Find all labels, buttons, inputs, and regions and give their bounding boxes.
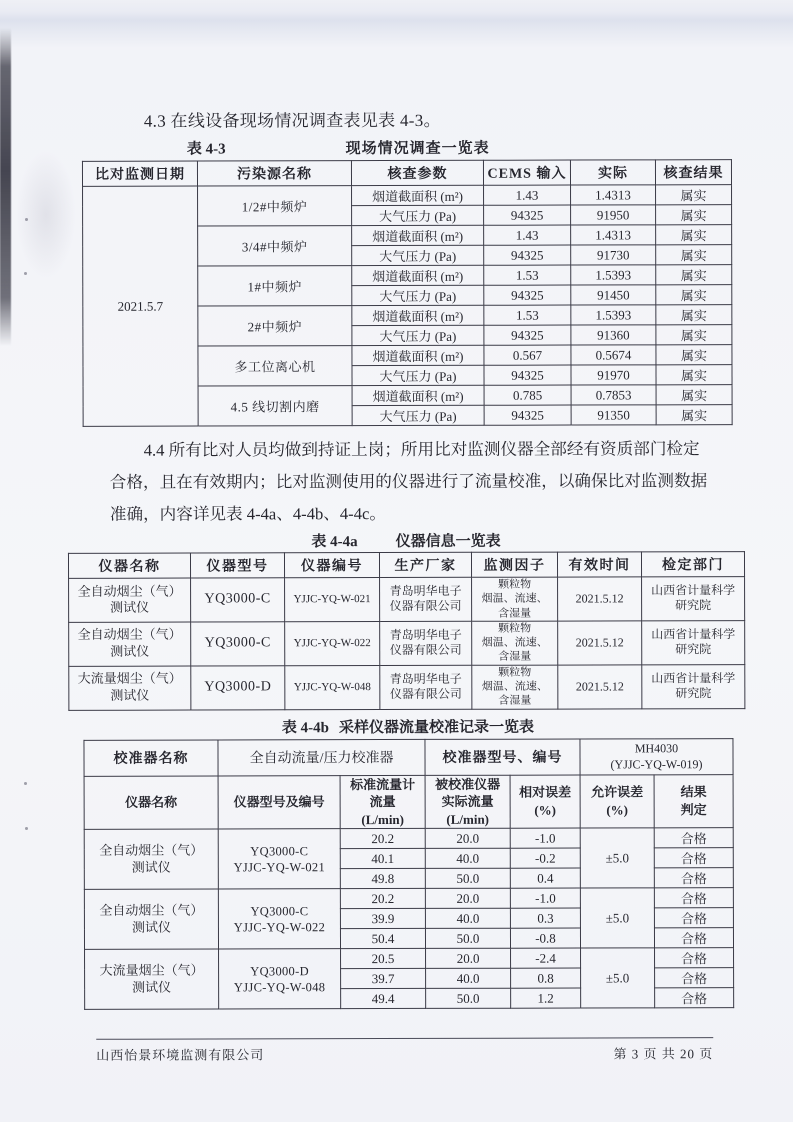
cell-instrument-serial: YJJC-YQ-W-022 bbox=[285, 621, 380, 665]
cell-relative-error: 0.8 bbox=[511, 968, 581, 988]
column-header-result: 结果 判定 bbox=[654, 774, 733, 828]
table-4-4a-caption bbox=[68, 529, 744, 552]
calibrator-info-row bbox=[84, 738, 733, 776]
cell-valid-time: 2021.5.12 bbox=[558, 621, 642, 665]
table-row bbox=[84, 828, 733, 850]
cell-cems-input: 1.53 bbox=[484, 265, 571, 285]
cell-monitor-factor: 颗粒物 烟温、流速、 含湿量 bbox=[472, 621, 558, 665]
cell-relative-error: -0.8 bbox=[510, 928, 580, 948]
cell-pollution-source: 2#中频炉 bbox=[198, 306, 352, 346]
table-4-4a-instrument-info bbox=[68, 551, 745, 710]
cell-actual-flow: 50.0 bbox=[425, 929, 510, 949]
cell-manufacturer: 青岛明华电子 仪器有限公司 bbox=[380, 577, 472, 621]
cell-calibrator-name-label: 校准器名称 bbox=[84, 740, 218, 776]
cell-relative-error: -0.2 bbox=[510, 848, 580, 868]
cell-valid-time: 2021.5.12 bbox=[558, 665, 642, 709]
cell-check-result: 属实 bbox=[656, 325, 732, 345]
cell-standard-flow: 20.2 bbox=[340, 829, 425, 849]
cell-model-serial: YQ3000-C YJJC-YQ-W-021 bbox=[218, 829, 340, 889]
paragraph-line: 合格，且在有效期内；比对监测使用的仪器进行了流量校准，以确保比对监测数据 bbox=[109, 471, 708, 492]
cell-monitor-factor: 颗粒物 烟温、流速、 含湿量 bbox=[472, 665, 558, 709]
cell-check-result: 属实 bbox=[656, 185, 732, 205]
cell-relative-error: 0.4 bbox=[510, 868, 580, 888]
cell-pollution-source: 3/4#中频炉 bbox=[198, 226, 352, 266]
column-header-instrument-name: 仪器名称 bbox=[84, 776, 218, 830]
cell-actual-value: 1.5393 bbox=[571, 265, 656, 285]
table-4-4b-caption-title: 采样仪器流量校准记录一览表 bbox=[338, 719, 535, 736]
cell-result: 合格 bbox=[655, 968, 734, 988]
column-header-check-param: 核查参数 bbox=[351, 160, 483, 185]
cell-cems-input: 1.43 bbox=[484, 225, 571, 245]
cell-actual-value: 91360 bbox=[571, 325, 656, 345]
column-header-instrument-name: 仪器名称 bbox=[68, 553, 190, 578]
column-header-pollution-source: 污染源名称 bbox=[197, 161, 351, 186]
cell-standard-flow: 40.1 bbox=[340, 849, 425, 869]
cell-check-param: 烟道截面积 (m²) bbox=[352, 305, 484, 325]
cell-cems-input: 1.53 bbox=[484, 305, 571, 325]
cell-check-param: 烟道截面积 (m²) bbox=[352, 185, 484, 205]
column-header-verify-dept: 检定部门 bbox=[641, 552, 744, 577]
cell-verify-dept: 山西省计量科学 研究院 bbox=[642, 664, 745, 708]
cell-check-result: 属实 bbox=[656, 285, 732, 305]
cell-actual-flow: 50.0 bbox=[426, 989, 511, 1009]
cell-monitor-factor: 颗粒物 烟温、流速、 含湿量 bbox=[472, 577, 558, 621]
cell-pollution-source: 4.5 线切割内磨 bbox=[198, 386, 352, 426]
cell-instrument-name: 全自动烟尘（气） 测试仪 bbox=[84, 829, 218, 889]
cell-check-result: 属实 bbox=[656, 205, 732, 225]
table-header-row bbox=[84, 774, 733, 829]
cell-cems-input: 1.43 bbox=[484, 185, 571, 205]
cell-relative-error: -1.0 bbox=[510, 888, 580, 908]
cell-actual-value: 91730 bbox=[571, 245, 656, 265]
table-4-4b-flow-calibration bbox=[83, 738, 734, 1010]
cell-actual-value: 1.4313 bbox=[571, 185, 656, 205]
cell-relative-error: 1.2 bbox=[511, 988, 581, 1008]
column-header-standard-flow: 标准流量计 流量 (L/min) bbox=[340, 775, 425, 829]
cell-check-result: 属实 bbox=[656, 385, 732, 405]
cell-check-param: 大气压力 (Pa) bbox=[352, 325, 484, 345]
table-row bbox=[69, 620, 745, 666]
cell-model-serial: YQ3000-D YJJC-YQ-W-048 bbox=[219, 949, 341, 1009]
table-4-4b-caption-label: 表 4-4b bbox=[281, 719, 329, 736]
cell-actual-flow: 20.0 bbox=[425, 889, 510, 909]
cell-monitor-date: 2021.5.7 bbox=[83, 186, 199, 426]
column-header-check-result: 核查结果 bbox=[655, 160, 731, 185]
cell-check-result: 属实 bbox=[656, 245, 732, 265]
table-4-4b-caption bbox=[83, 715, 732, 738]
cell-check-result: 属实 bbox=[656, 265, 732, 285]
cell-check-param: 烟道截面积 (m²) bbox=[352, 385, 484, 405]
cell-actual-value: 1.4313 bbox=[571, 225, 656, 245]
cell-pollution-source: 1/2#中频炉 bbox=[198, 186, 352, 226]
cell-instrument-name: 全自动烟尘（气） 测试仪 bbox=[69, 578, 191, 622]
cell-actual-value: 0.5674 bbox=[571, 345, 656, 365]
cell-actual-value: 91450 bbox=[571, 285, 656, 305]
page-footer bbox=[96, 1037, 713, 1064]
cell-cems-input: 94325 bbox=[484, 325, 571, 345]
cell-instrument-serial: YJJC-YQ-W-021 bbox=[285, 578, 380, 622]
cell-relative-error: 0.3 bbox=[510, 908, 580, 928]
cell-check-param: 大气压力 (Pa) bbox=[352, 365, 484, 385]
cell-cems-input: 94325 bbox=[484, 285, 571, 305]
cell-instrument-model: YQ3000-D bbox=[191, 666, 285, 710]
cell-cems-input: 94325 bbox=[484, 405, 571, 425]
cell-standard-flow: 50.4 bbox=[340, 929, 425, 949]
cell-result: 合格 bbox=[655, 948, 734, 968]
paragraph-line: 准确，内容详见表 4-4a、4-4b、4-4c。 bbox=[109, 504, 386, 524]
cell-standard-flow: 39.7 bbox=[341, 969, 426, 989]
table-row bbox=[69, 577, 745, 623]
cell-verify-dept: 山西省计量科学 研究院 bbox=[642, 577, 745, 621]
cell-result: 合格 bbox=[654, 868, 733, 888]
column-header-manufacturer: 生产厂家 bbox=[379, 552, 471, 577]
table-header-row bbox=[82, 160, 731, 187]
cell-instrument-model: YQ3000-C bbox=[191, 578, 285, 622]
cell-actual-flow: 20.0 bbox=[426, 949, 511, 969]
column-header-cems-input: CEMS 输入 bbox=[483, 160, 570, 185]
cell-check-result: 属实 bbox=[656, 305, 732, 325]
cell-actual-value: 1.5393 bbox=[571, 305, 656, 325]
cell-instrument-model: YQ3000-C bbox=[191, 622, 285, 666]
cell-result: 合格 bbox=[654, 828, 733, 848]
column-header-relative-error: 相对误差 (%) bbox=[510, 775, 580, 829]
paragraph-line: 4.4 所有比对人员均做到持证上岗；所用比对监测仪器全部经有资质部门检定 bbox=[143, 439, 700, 460]
cell-verify-dept: 山西省计量科学 研究院 bbox=[642, 620, 745, 664]
cell-relative-error: -1.0 bbox=[510, 828, 580, 848]
section-4-4-paragraph bbox=[110, 433, 758, 531]
cell-cems-input: 0.785 bbox=[484, 385, 571, 405]
cell-actual-value: 91350 bbox=[571, 405, 656, 425]
cell-check-param: 烟道截面积 (m²) bbox=[352, 265, 484, 285]
cell-cems-input: 94325 bbox=[484, 205, 571, 225]
cell-check-result: 属实 bbox=[656, 345, 732, 365]
cell-manufacturer: 青岛明华电子 仪器有限公司 bbox=[380, 621, 472, 665]
cell-instrument-serial: YJJC-YQ-W-048 bbox=[285, 665, 380, 709]
cell-actual-flow: 40.0 bbox=[425, 849, 510, 869]
cell-valid-time: 2021.5.12 bbox=[558, 577, 642, 621]
cell-result: 合格 bbox=[654, 848, 733, 868]
column-header-model-serial: 仪器型号及编号 bbox=[218, 775, 340, 829]
cell-allowed-error: ±5.0 bbox=[581, 948, 655, 1008]
cell-instrument-name: 大流量烟尘（气） 测试仪 bbox=[85, 949, 219, 1009]
cell-standard-flow: 20.2 bbox=[340, 889, 425, 909]
cell-result: 合格 bbox=[654, 928, 733, 948]
cell-actual-flow: 20.0 bbox=[425, 829, 510, 849]
column-header-valid-time: 有效时间 bbox=[557, 552, 641, 577]
cell-allowed-error: ±5.0 bbox=[580, 828, 654, 888]
table-4-3-caption bbox=[82, 136, 731, 159]
column-header-actual-flow: 被校准仪器 实际流量 (L/min) bbox=[425, 775, 510, 829]
cell-check-result: 属实 bbox=[656, 365, 732, 385]
column-header-monitor-factor: 监测因子 bbox=[471, 552, 557, 577]
cell-standard-flow: 49.4 bbox=[341, 989, 426, 1009]
table-row bbox=[84, 888, 733, 910]
cell-instrument-name: 大流量烟尘（气） 测试仪 bbox=[69, 666, 191, 710]
cell-actual-value: 91970 bbox=[571, 365, 656, 385]
table-row bbox=[83, 185, 732, 207]
cell-result: 合格 bbox=[654, 888, 733, 908]
cell-check-result: 属实 bbox=[656, 405, 732, 425]
table-4-4a-caption-title: 仪器信息一览表 bbox=[395, 533, 501, 551]
cell-manufacturer: 青岛明华电子 仪器有限公司 bbox=[380, 665, 472, 709]
column-header-instrument-serial: 仪器编号 bbox=[284, 553, 379, 578]
column-header-monitor-date: 比对监测日期 bbox=[82, 161, 197, 186]
cell-actual-value: 0.7853 bbox=[571, 385, 656, 405]
cell-check-param: 大气压力 (Pa) bbox=[352, 405, 484, 425]
cell-cems-input: 94325 bbox=[484, 245, 571, 265]
cell-calibrator-device: 全自动流量/压力校准器 bbox=[218, 739, 425, 776]
cell-cems-input: 0.567 bbox=[484, 345, 571, 365]
cell-standard-flow: 49.8 bbox=[340, 869, 425, 889]
cell-instrument-name: 全自动烟尘（气） 测试仪 bbox=[84, 889, 218, 949]
cell-check-param: 烟道截面积 (m²) bbox=[352, 225, 484, 245]
column-header-instrument-model: 仪器型号 bbox=[190, 553, 284, 578]
table-4-3-field-survey bbox=[82, 159, 733, 427]
cell-check-param: 烟道截面积 (m²) bbox=[352, 345, 484, 365]
cell-actual-flow: 40.0 bbox=[425, 909, 510, 929]
table-header-row bbox=[68, 552, 744, 579]
cell-check-param: 大气压力 (Pa) bbox=[352, 245, 484, 265]
cell-actual-value: 91950 bbox=[571, 205, 656, 225]
footer-page-number: 第 3 页 共 20 页 bbox=[613, 1046, 714, 1062]
table-4-3-caption-title: 现场情况调查一览表 bbox=[345, 140, 490, 158]
cell-pollution-source: 多工位离心机 bbox=[198, 346, 352, 386]
table-row bbox=[85, 948, 734, 970]
cell-calibrator-model-value: MH4030 (YJJC-YQ-W-019) bbox=[580, 738, 733, 774]
cell-instrument-name: 全自动烟尘（气） 测试仪 bbox=[69, 622, 191, 666]
table-row bbox=[69, 664, 745, 710]
cell-allowed-error: ±5.0 bbox=[580, 888, 654, 948]
cell-check-param: 大气压力 (Pa) bbox=[352, 285, 484, 305]
cell-actual-flow: 40.0 bbox=[426, 969, 511, 989]
footer-company-name: 山西怡景环境监测有限公司 bbox=[96, 1047, 265, 1063]
column-header-allowed-error: 允许误差 (%) bbox=[580, 774, 654, 828]
cell-standard-flow: 20.5 bbox=[341, 949, 426, 969]
table-4-3-caption-label: 表 4-3 bbox=[186, 141, 226, 158]
cell-result: 合格 bbox=[655, 988, 734, 1008]
cell-relative-error: -2.4 bbox=[511, 948, 581, 968]
cell-actual-flow: 50.0 bbox=[425, 869, 510, 889]
cell-result: 合格 bbox=[654, 908, 733, 928]
cell-cems-input: 94325 bbox=[484, 365, 571, 385]
cell-check-result: 属实 bbox=[656, 225, 732, 245]
cell-calibrator-model-label: 校准器型号、编号 bbox=[425, 739, 580, 775]
cell-standard-flow: 39.9 bbox=[340, 909, 425, 929]
section-4-3-heading: 4.3 在线设备现场情况调查表见表 4-3。 bbox=[143, 110, 441, 131]
cell-model-serial: YQ3000-C YJJC-YQ-W-022 bbox=[218, 889, 340, 949]
cell-pollution-source: 1#中频炉 bbox=[198, 266, 352, 306]
column-header-actual: 实际 bbox=[570, 160, 655, 185]
cell-check-param: 大气压力 (Pa) bbox=[352, 205, 484, 225]
table-4-4a-caption-label: 表 4-4a bbox=[311, 534, 358, 551]
